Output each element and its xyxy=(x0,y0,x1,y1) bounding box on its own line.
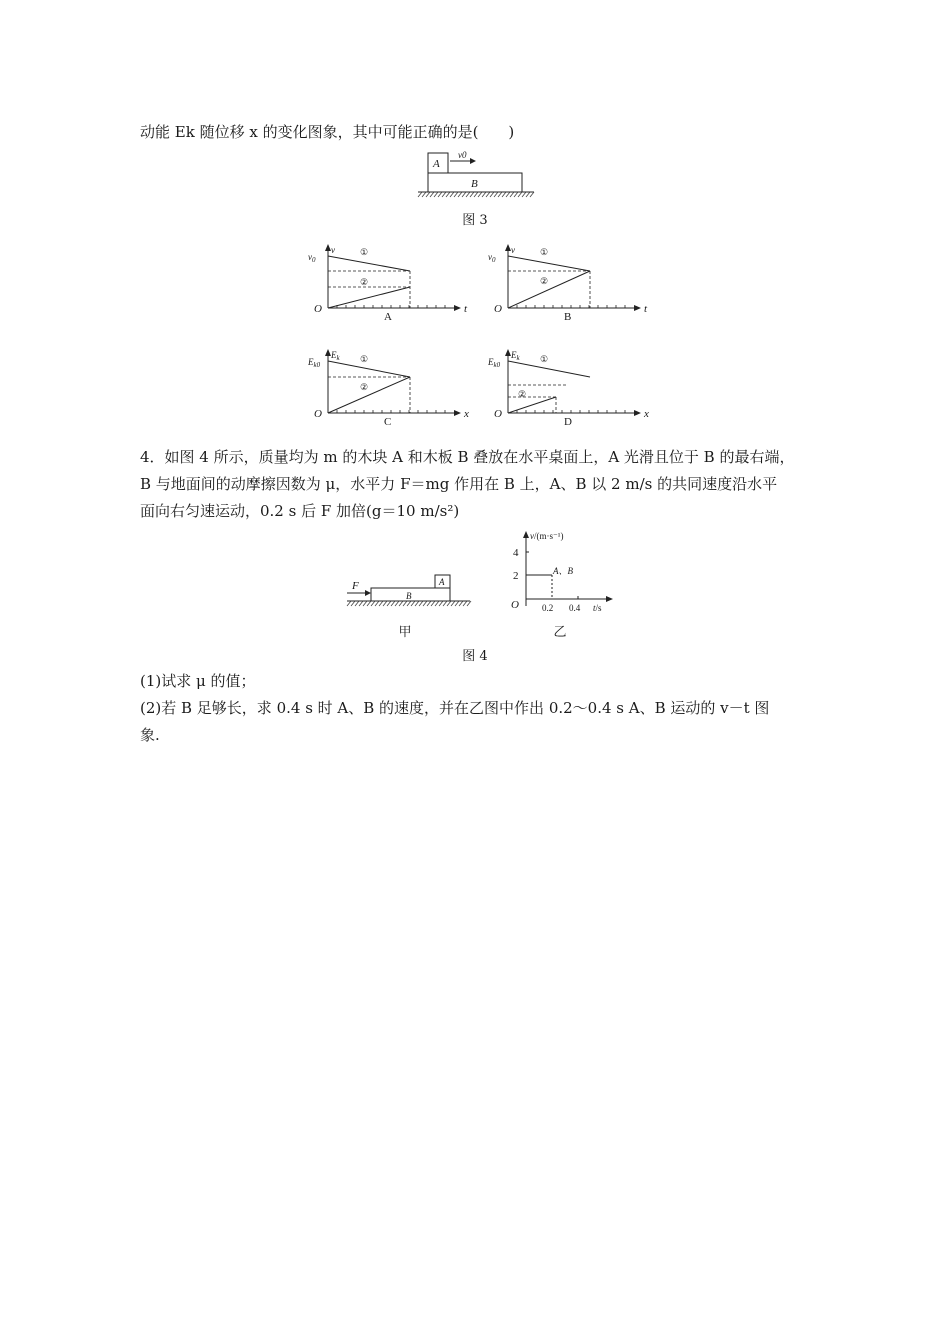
hatch-line xyxy=(446,192,450,197)
hatch-line xyxy=(510,192,514,197)
hatch-line xyxy=(431,601,435,606)
line-1-label: ① xyxy=(360,247,369,257)
hatch-line xyxy=(371,601,375,606)
hatch-line xyxy=(419,601,423,606)
hatch-line xyxy=(399,601,403,606)
hatch-line xyxy=(351,601,355,606)
yi-x-arrowhead xyxy=(606,596,613,602)
x-arrowhead xyxy=(634,305,641,311)
hatch-line xyxy=(359,601,363,606)
hatch-line xyxy=(391,601,395,606)
line-2 xyxy=(328,377,410,413)
hatch-line xyxy=(438,192,442,197)
figure-4-caption: 图 4 xyxy=(462,649,488,664)
figure-yi-caption: 乙 xyxy=(553,625,567,640)
hatch-line xyxy=(451,601,455,606)
hatch-line xyxy=(502,192,506,197)
velocity-arrowhead xyxy=(470,158,476,164)
force-label: F xyxy=(352,580,359,592)
yi-ytick-label-4: 4 xyxy=(513,547,519,559)
hatch-line xyxy=(470,192,474,197)
q4-text-line1: 4．如图 4 所示，质量均为 m 的木块 A 和木板 B 叠放在水平桌面上，A 光滑且位于 B 的最右端， xyxy=(140,448,795,466)
y0-label: $E_{k0}$ xyxy=(308,357,321,369)
hatch-line xyxy=(467,601,471,606)
hatch-line xyxy=(423,601,427,606)
option-letter: C xyxy=(384,416,392,427)
hatch-line xyxy=(498,192,502,197)
line-1 xyxy=(508,256,590,271)
line-2 xyxy=(508,271,590,308)
hatch-line xyxy=(478,192,482,197)
hatch-line xyxy=(415,601,419,606)
line-1 xyxy=(328,256,410,271)
hatch-line xyxy=(530,192,534,197)
yi-xtick-label-04: 0.4 xyxy=(569,603,581,613)
y-axis-label: v xyxy=(511,245,515,255)
hatch-line xyxy=(518,192,522,197)
line-2-label: ② xyxy=(360,277,369,287)
x-arrowhead xyxy=(634,410,641,416)
option-letter: B xyxy=(564,311,572,322)
hatch-line xyxy=(455,601,459,606)
hatch-line xyxy=(494,192,498,197)
q3-text-line1: 动能 Ek 随位移 x 的变化图象，其中可能正确的是( ) xyxy=(140,123,515,141)
q4-sub2-line1: (2)若 B 足够长，求 0.4 s 时 A、B 的速度，并在乙图中作出 0.2～0.4 s A、B 运动的 v－t 图 xyxy=(140,699,770,717)
line-1-label: ① xyxy=(540,354,549,364)
block-a-label: A xyxy=(433,158,440,170)
q4-text-line2: B 与地面间的动摩擦因数为 μ，水平力 F＝mg 作用在 B 上，A、B 以 2 m/s 的共同速度沿水平 xyxy=(140,475,778,493)
q4-sub1: (1)试求 μ 的值； xyxy=(140,672,256,690)
option-graph-c xyxy=(308,345,473,427)
yi-ytick-label-2: 2 xyxy=(513,570,519,582)
hatch-line xyxy=(363,601,367,606)
origin-label: O xyxy=(314,303,322,315)
origin-label: O xyxy=(494,408,502,420)
yi-y-axis-label: v/(m·s⁻¹) xyxy=(530,531,564,541)
hatch-line xyxy=(506,192,510,197)
hatch-line xyxy=(355,601,359,606)
hatch-line xyxy=(462,192,466,197)
hatch-line xyxy=(379,601,383,606)
figure-3-caption: 图 3 xyxy=(462,213,488,228)
hatch-line xyxy=(466,192,470,197)
figure-4-jia-diagram xyxy=(345,570,475,610)
block-a-jia-label: A xyxy=(439,577,445,587)
force-arrowhead xyxy=(365,590,371,596)
hatch-line xyxy=(375,601,379,606)
line-2-label: ② xyxy=(518,389,527,399)
y-axis-label: $E_k$ xyxy=(331,350,340,362)
ground-hatching-jia xyxy=(347,601,471,606)
line-1-label: ① xyxy=(360,354,369,364)
line-2-label: ② xyxy=(360,382,369,392)
velocity-label: v0 xyxy=(458,150,467,160)
line-2-label: ② xyxy=(540,276,549,286)
hatch-line xyxy=(411,601,415,606)
board-b-label: B xyxy=(471,178,478,190)
line-1 xyxy=(328,361,410,377)
hatch-line xyxy=(526,192,530,197)
x-axis-label: t xyxy=(464,303,468,315)
hatch-line xyxy=(395,601,399,606)
yi-y-arrowhead xyxy=(523,531,529,538)
hatch-line xyxy=(442,192,446,197)
y-axis-label: v xyxy=(331,245,335,255)
hatch-line xyxy=(458,192,462,197)
q4-sub2-line2: 象. xyxy=(140,726,160,744)
x-arrowhead xyxy=(454,410,461,416)
hatch-line xyxy=(434,192,438,197)
hatch-line xyxy=(482,192,486,197)
x-axis-label: t xyxy=(644,303,648,315)
hatch-line xyxy=(450,192,454,197)
hatch-line xyxy=(422,192,426,197)
yi-series-label: A、B xyxy=(553,566,573,576)
line-1-label: ① xyxy=(540,247,549,257)
origin-label: O xyxy=(494,303,502,315)
y0-label: $v_0$ xyxy=(308,252,316,264)
x-axis-label: x xyxy=(644,408,649,420)
hatch-line xyxy=(427,601,431,606)
hatch-line xyxy=(454,192,458,197)
line-1 xyxy=(508,361,590,377)
hatch-line xyxy=(486,192,490,197)
line-2 xyxy=(508,397,556,413)
hatch-line xyxy=(407,601,411,606)
ground-hatching xyxy=(418,192,534,197)
hatch-line xyxy=(387,601,391,606)
figure-3-diagram xyxy=(410,148,545,204)
hatch-line xyxy=(522,192,526,197)
option-letter: A xyxy=(384,311,392,322)
yi-origin-label: O xyxy=(511,599,519,611)
hatch-line xyxy=(447,601,451,606)
hatch-line xyxy=(430,192,434,197)
board-b-jia-label: B xyxy=(406,591,412,601)
hatch-line xyxy=(490,192,494,197)
figure-4-yi-graph xyxy=(505,528,625,618)
y0-label: $E_{k0}$ xyxy=(488,357,501,369)
hatch-line xyxy=(367,601,371,606)
option-graph-b xyxy=(488,240,653,322)
hatch-line xyxy=(459,601,463,606)
hatch-line xyxy=(347,601,351,606)
y0-label: $v_0$ xyxy=(488,252,496,264)
hatch-line xyxy=(439,601,443,606)
hatch-line xyxy=(418,192,422,197)
hatch-line xyxy=(474,192,478,197)
y-axis-label: $E_k$ xyxy=(511,350,520,362)
option-graph-d xyxy=(488,345,653,427)
hatch-line xyxy=(435,601,439,606)
option-letter: D xyxy=(564,416,572,427)
x-arrowhead xyxy=(454,305,461,311)
yi-xtick-label-02: 0.2 xyxy=(542,603,554,613)
hatch-line xyxy=(514,192,518,197)
hatch-line xyxy=(383,601,387,606)
option-graph-a xyxy=(308,240,473,322)
x-axis-label: x xyxy=(464,408,469,420)
figure-jia-caption: 甲 xyxy=(398,625,412,640)
hatch-line xyxy=(443,601,447,606)
q4-text-line3: 面向右匀速运动，0.2 s 后 F 加倍(g＝10 m/s²) xyxy=(140,502,460,520)
yi-x-axis-label: t/s xyxy=(593,603,602,613)
hatch-line xyxy=(463,601,467,606)
line-2 xyxy=(328,287,410,308)
origin-label: O xyxy=(314,408,322,420)
hatch-line xyxy=(426,192,430,197)
hatch-line xyxy=(403,601,407,606)
